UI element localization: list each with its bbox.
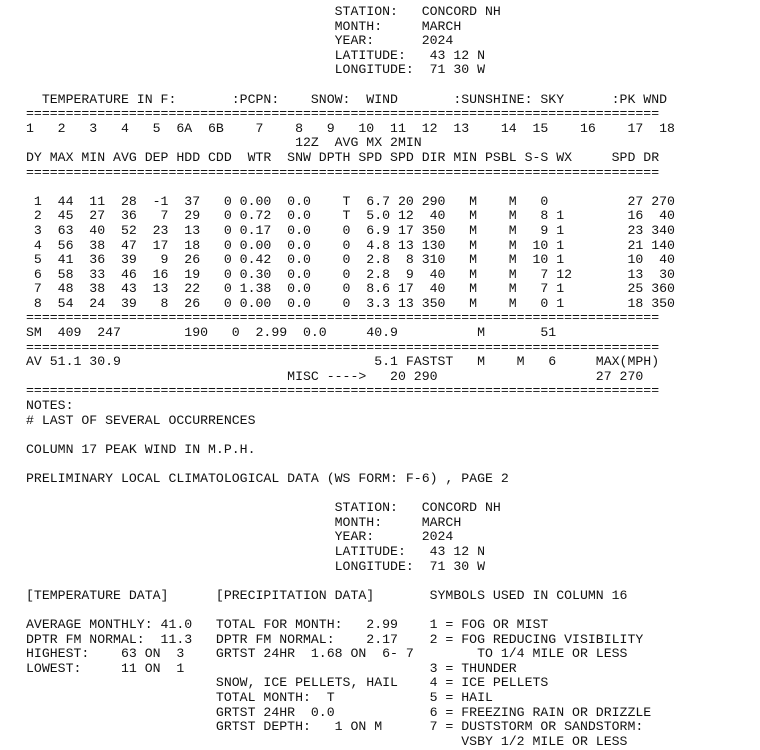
report-line: 6 58 33 46 16 19 0 0.30 0.0 0 2.8 9 40 M M 7 12 13 30: [26, 266, 675, 282]
report-line: [26, 603, 675, 618]
report-line: STATION: CONCORD NH: [26, 4, 501, 19]
report-line: 3 63 40 52 23 13 0 0.17 0.0 0 6.9 17 350 M M 9 1 23 340: [26, 222, 675, 238]
report-line: AVERAGE MONTHLY: 41.0 TOTAL FOR MONTH: 2.99 1 = FOG OR MIST: [26, 616, 549, 632]
report-line: 7 48 38 43 13 22 0 1.38 0.0 0 8.6 17 40 M M 7 1 25 360: [26, 281, 675, 297]
report-line: [26, 428, 675, 443]
report-line: [26, 457, 675, 472]
report-line: MONTH: MARCH: [26, 18, 462, 34]
report-line: 4 56 38 47 17 18 0 0.00 0.0 0 4.8 13 130 M M 10 1 21 140: [26, 237, 675, 253]
report-line: 5 41 36 39 9 26 0 0.42 0.0 0 2.8 8 310 M M 10 1 10 40: [26, 252, 675, 268]
report-line: 2 45 27 36 7 29 0 0.72 0.0 T 5.0 12 40 M M 8 1 16 40: [26, 208, 675, 224]
report-line: LATITUDE: 43 12 N: [26, 47, 485, 63]
report-line: 1 2 3 4 5 6A 6B 7 8 9 10 11 12 13 14 15 16 17 18: [26, 120, 675, 136]
report-line: [TEMPERATURE DATA] [PRECIPITATION DATA] SYMBOLS USED IN COLUMN 16: [26, 587, 628, 603]
report-line: MISC ----> 20 290 27 270: [26, 368, 644, 384]
report-line: ================================================================================: [26, 164, 660, 180]
report-line: DPTR FM NORMAL: 11.3 DPTR FM NORMAL: 2.17 2 = FOG REDUCING VISIBILITY: [26, 631, 644, 647]
report-line: YEAR: 2024: [26, 33, 454, 49]
report-line: ================================================================================: [26, 106, 660, 122]
report-line: COLUMN 17 PEAK WIND IN M.P.H.: [26, 441, 256, 457]
report-line: MONTH: MARCH: [26, 514, 462, 530]
report-line: TOTAL MONTH: T 5 = HAIL: [26, 689, 493, 705]
report-line: 8 54 24 39 8 26 0 0.00 0.0 0 3.3 13 350 M M 0 1 18 350: [26, 295, 675, 311]
report-line: HIGHEST: 63 ON 3 GRTST 24HR 1.68 ON 6- 7 TO 1/4 MILE OR LESS: [26, 646, 628, 662]
report-line: TEMPERATURE IN F: :PCPN: SNOW: WIND :SUNSHINE: SKY :PK WND: [26, 91, 668, 107]
report-line: 1 44 11 28 -1 37 0 0.00 0.0 T 6.7 20 290 M M 0 27 270: [26, 193, 675, 209]
report-line: [26, 180, 675, 195]
report-line: GRTST DEPTH: 1 ON M 7 = DUSTSTORM OR SANDSTORM:: [26, 719, 644, 735]
report-line: STATION: CONCORD NH: [26, 500, 501, 516]
report-line: ================================================================================: [26, 339, 660, 355]
report-line: AV 51.1 30.9 5.1 FASTST M M 6 MAX(MPH): [26, 354, 660, 370]
report-line: VSBY 1/2 MILE OR LESS: [26, 733, 628, 749]
report-line: ================================================================================: [26, 310, 660, 326]
report-line: DY MAX MIN AVG DEP HDD CDD WTR SNW DPTH SPD SPD DIR MIN PSBL S-S WX SPD DR: [26, 149, 660, 165]
report-line: PRELIMINARY LOCAL CLIMATOLOGICAL DATA (WS FORM: F-6) , PAGE 2: [26, 471, 509, 486]
report-line: LONGITUDE: 71 30 W: [26, 62, 485, 78]
climate-report-text: [26, 5, 675, 749]
report-line: LATITUDE: 43 12 N: [26, 543, 485, 559]
report-line: [26, 574, 675, 589]
report-line: [26, 78, 675, 93]
report-line: SM 409 247 190 0 2.99 0.0 40.9 M 51: [26, 325, 557, 341]
report-line: NOTES:: [26, 398, 74, 414]
report-line: # LAST OF SEVERAL OCCURRENCES: [26, 412, 256, 428]
report-line: [26, 487, 675, 502]
report-line: LOWEST: 11 ON 1 3 = THUNDER: [26, 660, 517, 676]
report-line: YEAR: 2024: [26, 529, 454, 545]
report-line: SNOW, ICE PELLETS, HAIL 4 = ICE PELLETS: [26, 675, 549, 691]
report-line: LONGITUDE: 71 30 W: [26, 558, 485, 574]
report-line: 12Z AVG MX 2MIN: [26, 135, 422, 151]
report-line: GRTST 24HR 0.0 6 = FREEZING RAIN OR DRIZZLE: [26, 704, 652, 720]
report-line: ================================================================================: [26, 383, 660, 399]
